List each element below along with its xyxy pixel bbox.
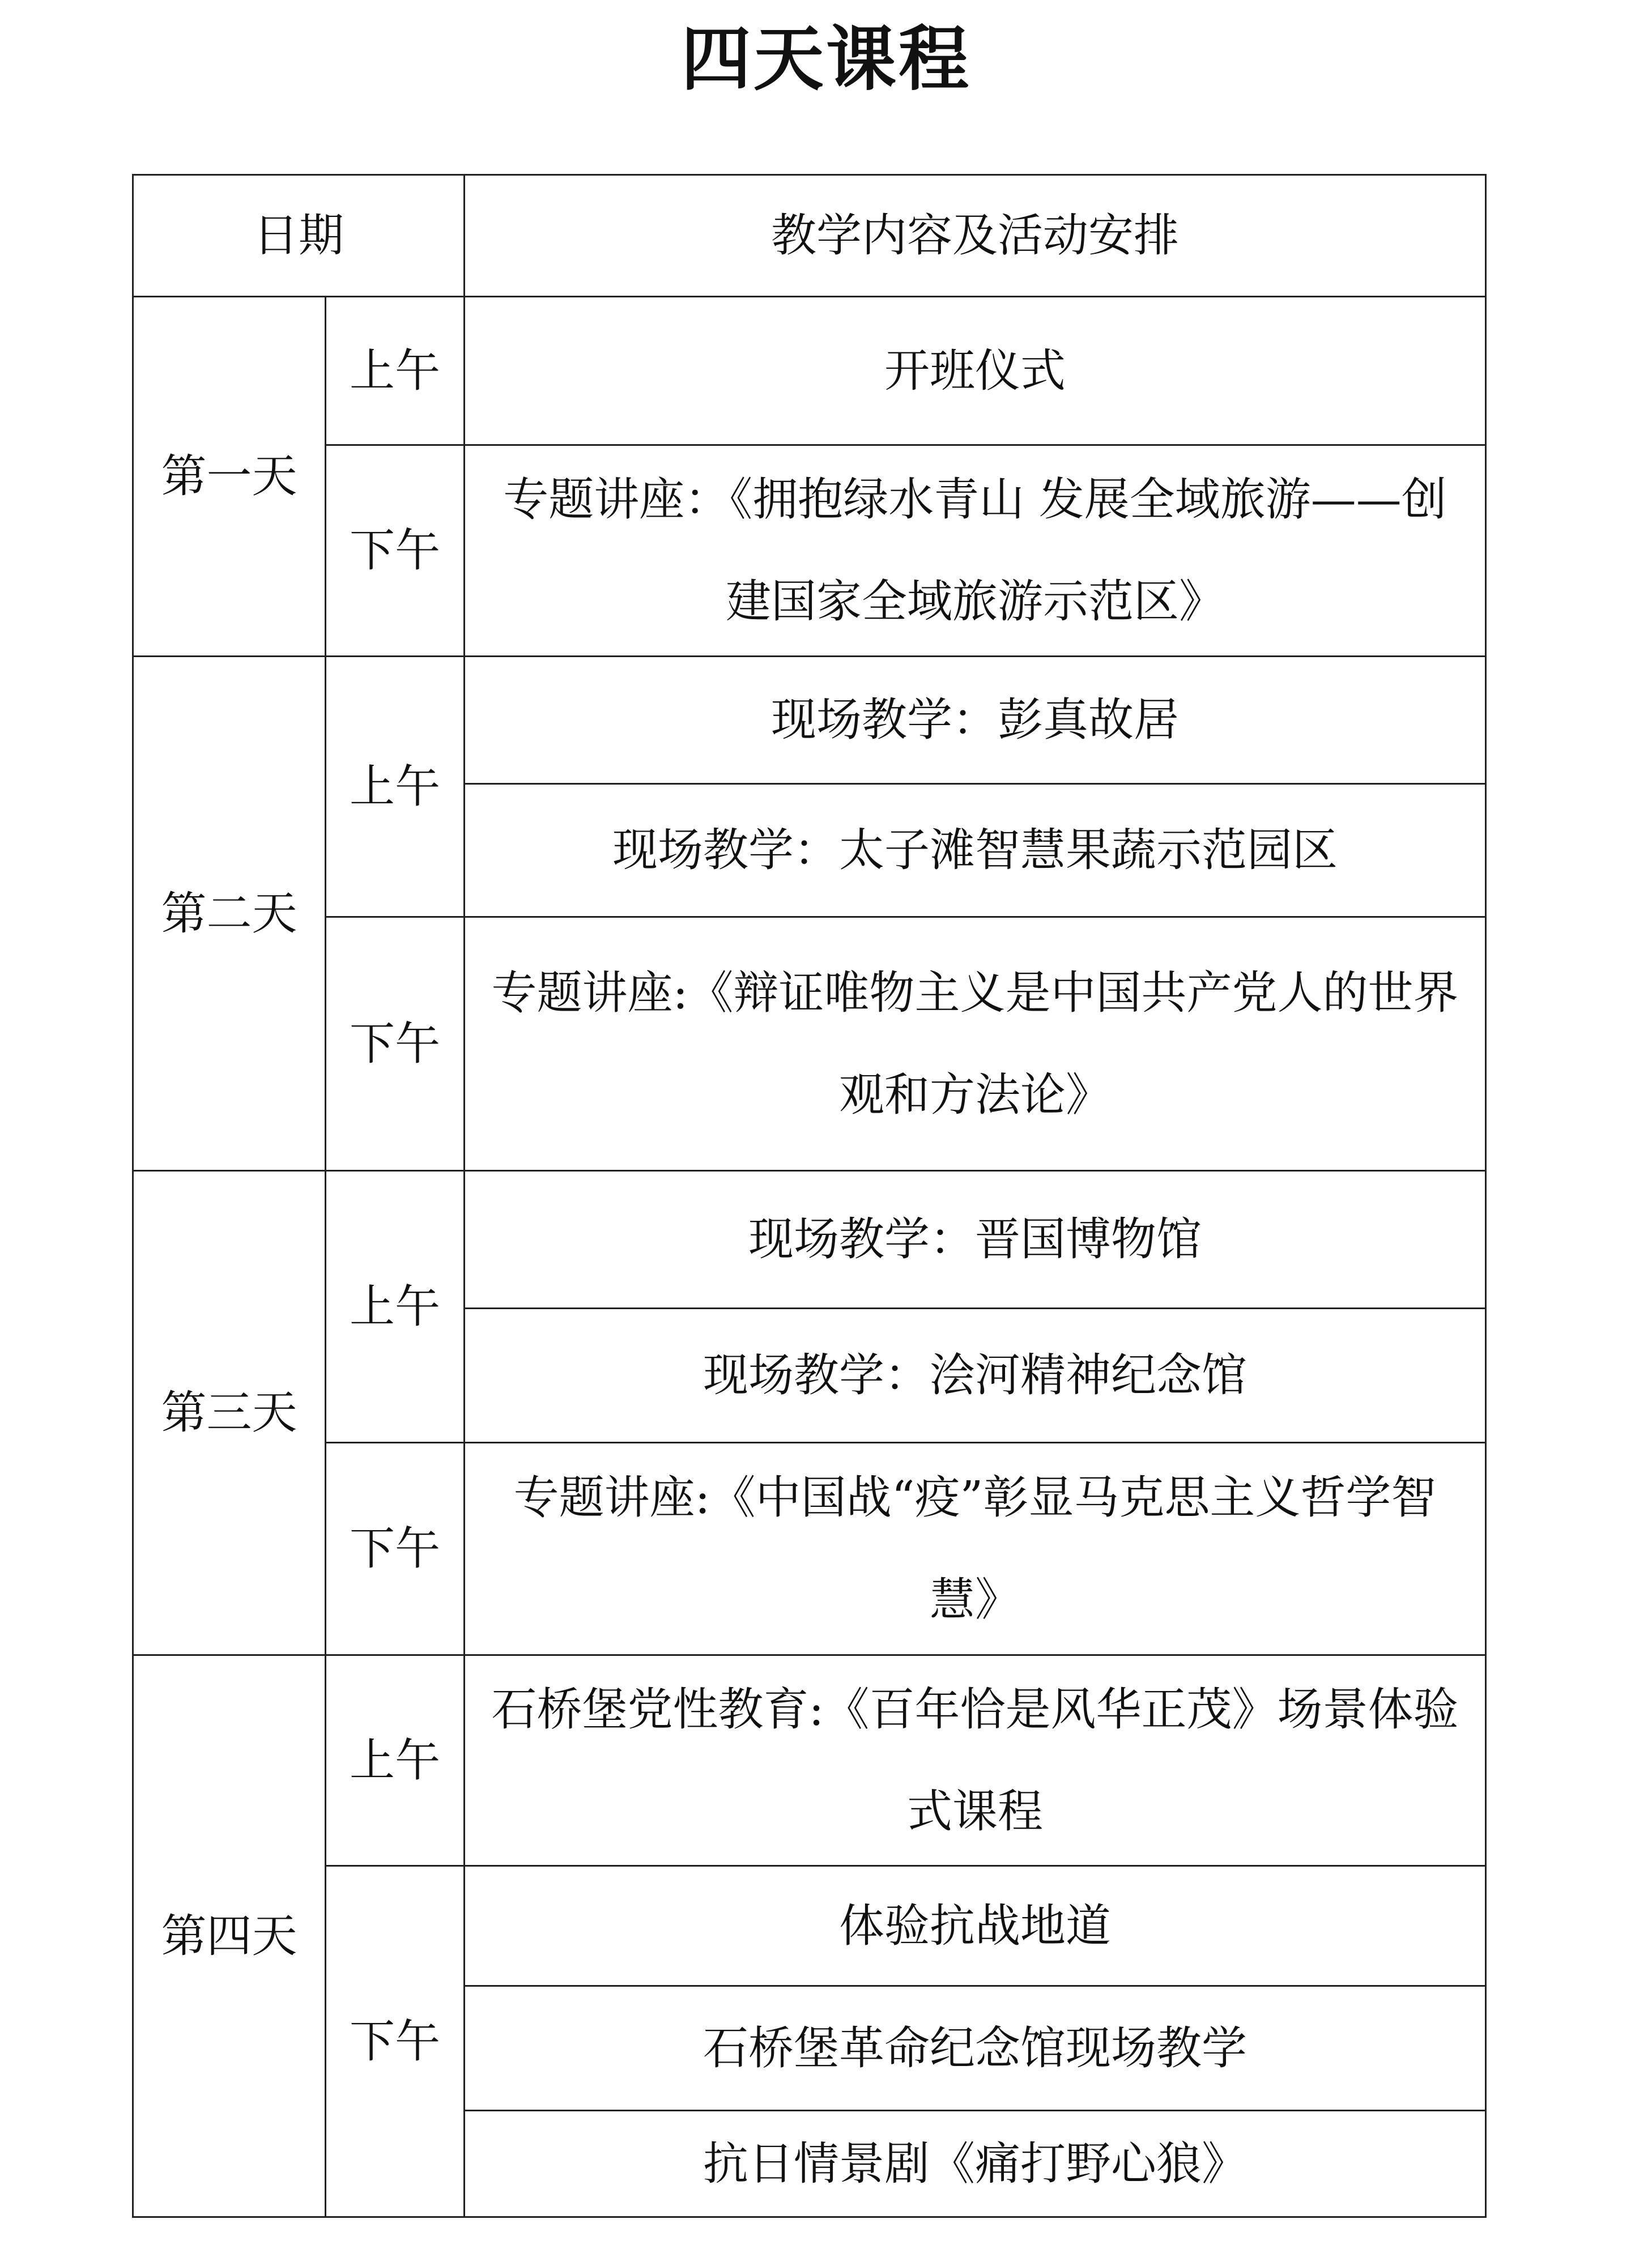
period-label: 下午 — [326, 1866, 465, 2217]
page-title: 四天课程 — [680, 19, 971, 100]
day-label: 第二天 — [133, 657, 326, 1171]
day-label: 第三天 — [133, 1171, 326, 1655]
table-row — [133, 1866, 1486, 1986]
table-row — [133, 657, 1486, 784]
period-label: 下午 — [326, 917, 465, 1171]
activity-cell: 现场教学：彭真故居 — [465, 657, 1486, 784]
period-label: 上午 — [326, 297, 465, 445]
activity-cell: 现场教学：太子滩智慧果蔬示范园区 — [465, 784, 1486, 917]
activity-cell: 石桥堡党性教育:《百年恰是风华正茂》场景体验式课程 — [465, 1655, 1486, 1866]
period-label: 上午 — [326, 1655, 465, 1866]
period-label: 下午 — [326, 445, 465, 657]
period-label: 下午 — [326, 1443, 465, 1655]
day-label: 第一天 — [133, 297, 326, 657]
table-row — [133, 1171, 1486, 1309]
table-row — [133, 1655, 1486, 1866]
activity-cell: 抗日情景剧《痛打野心狼》 — [465, 2111, 1486, 2217]
table-row — [133, 1443, 1486, 1655]
header-content: 教学内容及活动安排 — [465, 175, 1486, 297]
activity-cell: 体验抗战地道 — [465, 1866, 1486, 1986]
activity-cell: 开班仪式 — [465, 297, 1486, 445]
table-row — [133, 297, 1486, 445]
course-schedule-table — [132, 174, 1487, 2218]
activity-cell: 现场教学：晋国博物馆 — [465, 1171, 1486, 1309]
activity-cell: 专题讲座:《辩证唯物主义是中国共产党人的世界观和方法论》 — [465, 917, 1486, 1171]
period-label: 上午 — [326, 1171, 465, 1443]
activity-cell: 现场教学：浍河精神纪念馆 — [465, 1309, 1486, 1443]
activity-cell: 专题讲座:《中国战“疫”彰显马克思主义哲学智慧》 — [465, 1443, 1486, 1655]
activity-cell: 专题讲座：《拥抱绿水青山 发展全域旅游——创建国家全域旅游示范区》 — [465, 445, 1486, 657]
table-header-row — [133, 175, 1486, 297]
table-row — [133, 917, 1486, 1171]
period-label: 上午 — [326, 657, 465, 917]
table-row — [133, 445, 1486, 657]
header-date: 日期 — [133, 175, 465, 297]
day-label: 第四天 — [133, 1655, 326, 2217]
activity-cell: 石桥堡革命纪念馆现场教学 — [465, 1986, 1486, 2111]
